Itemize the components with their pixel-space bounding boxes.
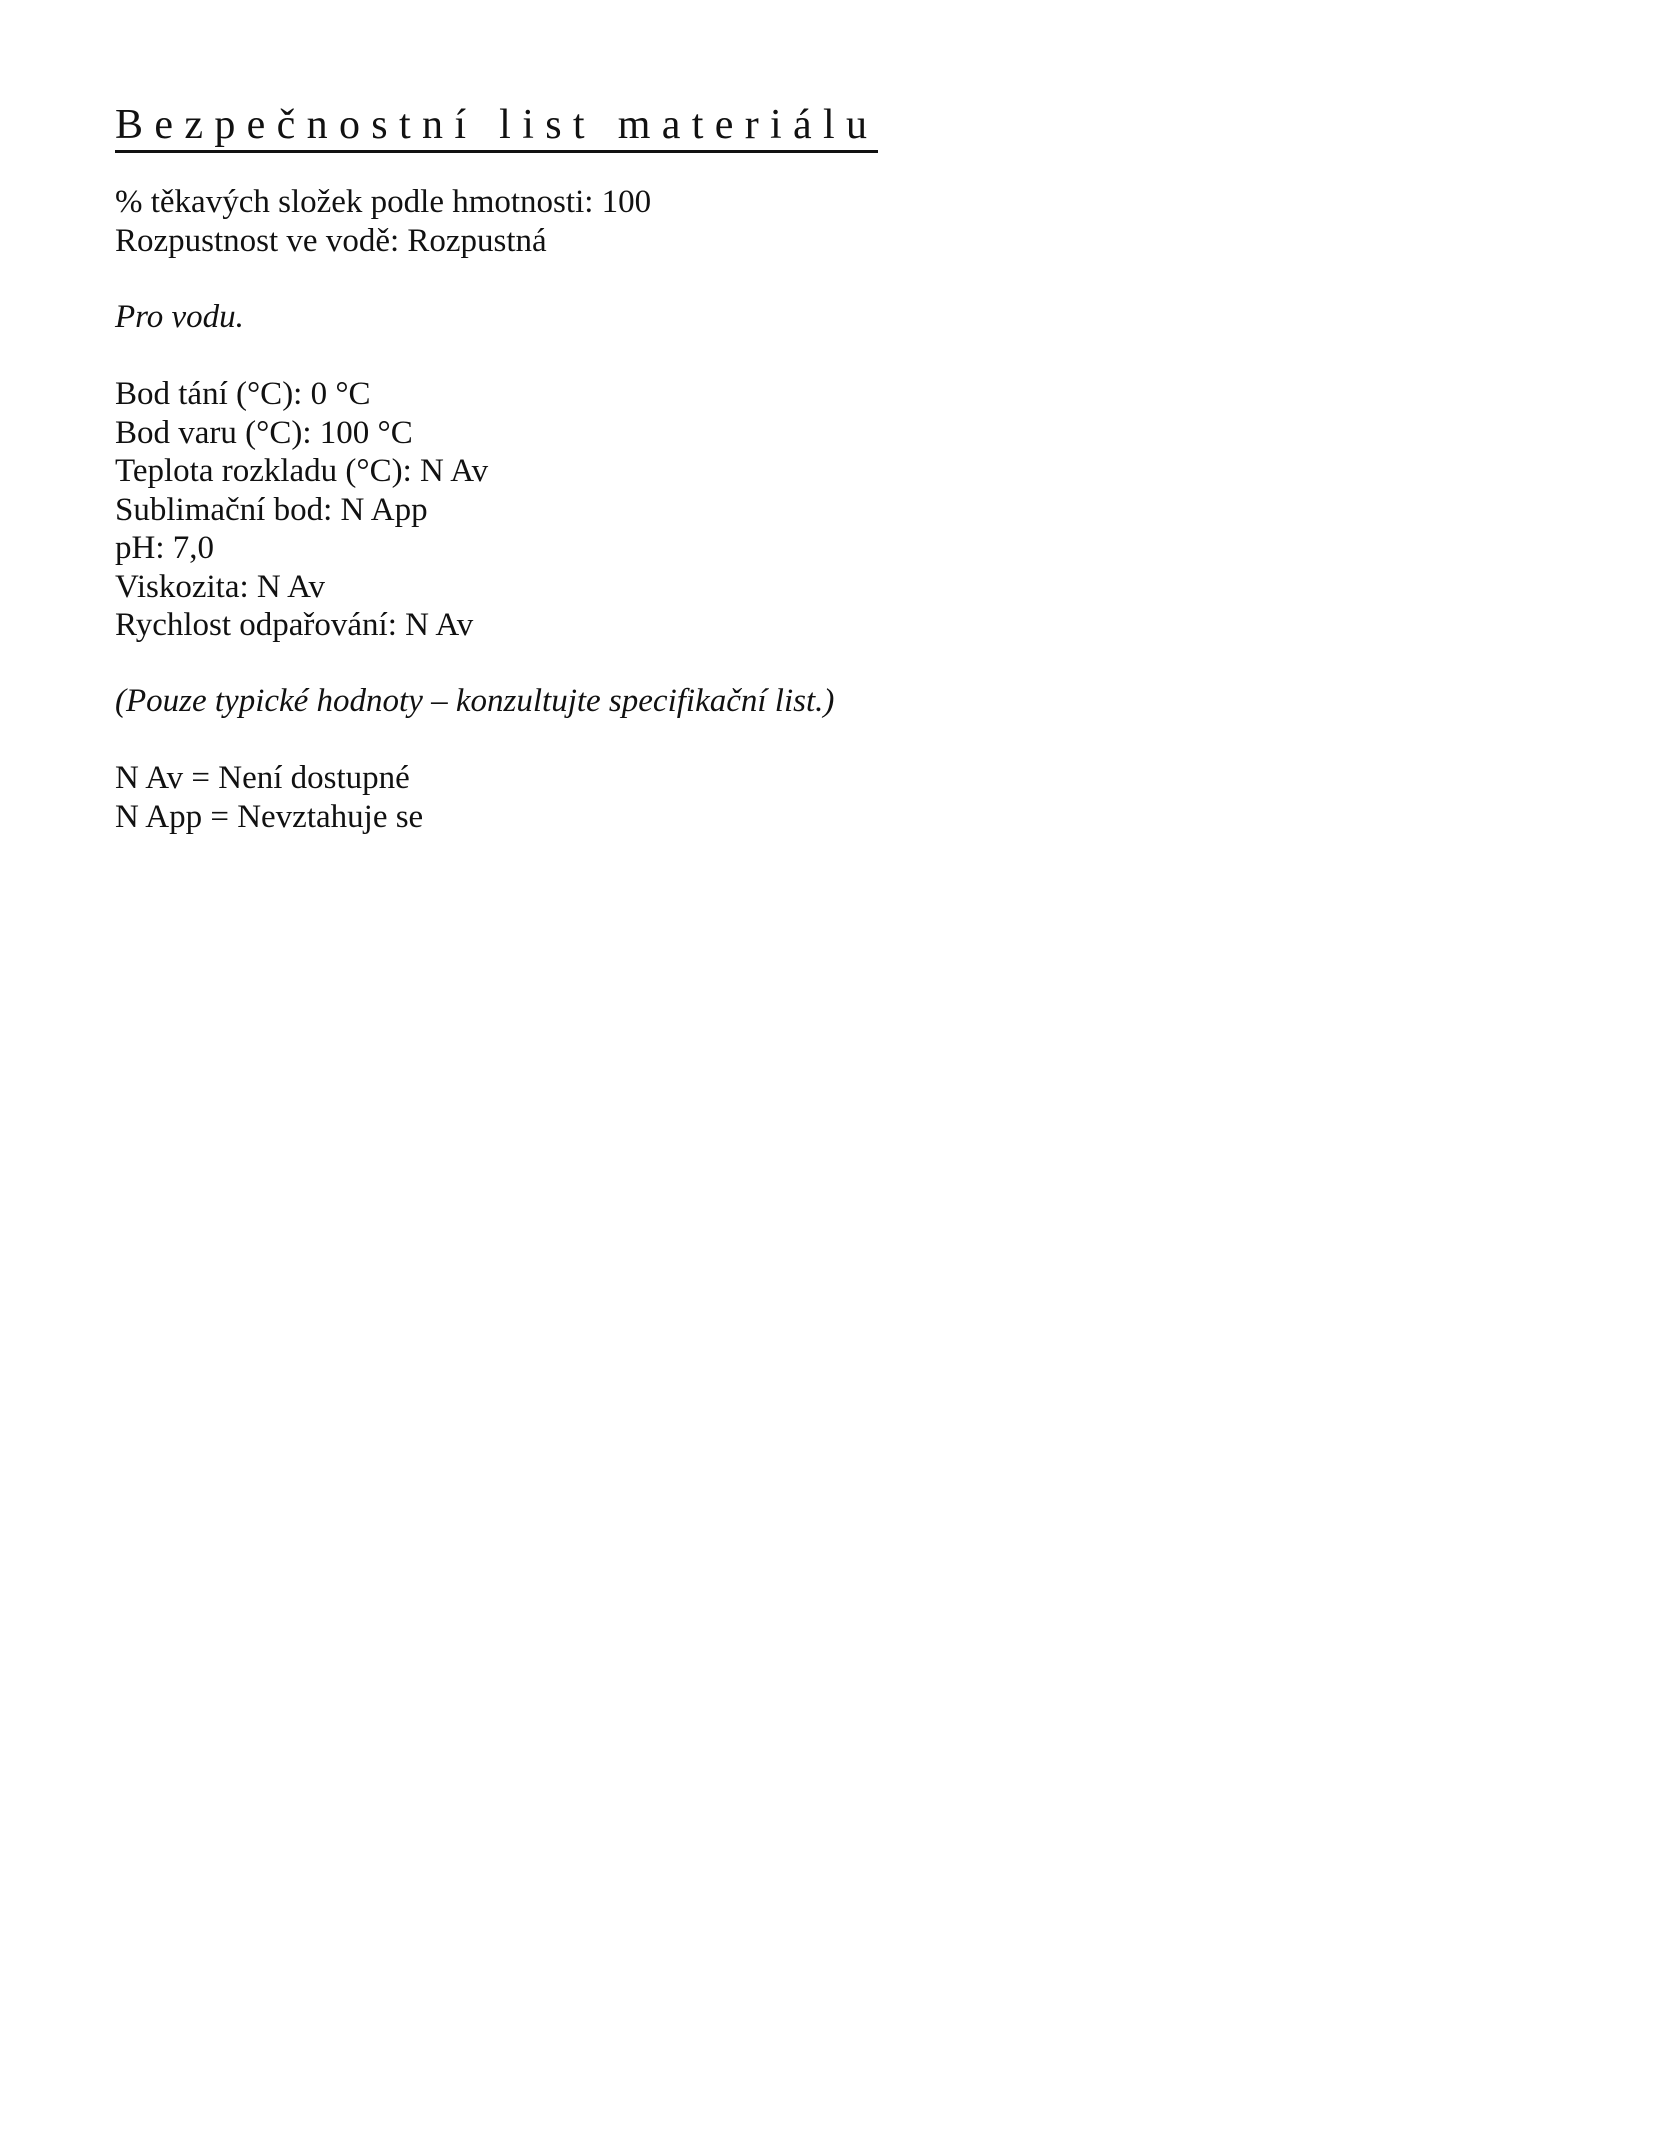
evaporation-rate-text: Rychlost odpařování: N Av (115, 607, 474, 643)
decomposition-temperature-text: Teplota rozkladu (°C): N Av (115, 453, 489, 489)
water-note (115, 298, 244, 337)
properties-main-block (115, 375, 488, 645)
abbreviation-legend (115, 759, 423, 836)
typical-values-note (115, 682, 834, 721)
water-note-text: Pro vodu. (115, 299, 244, 335)
sublimation-point-text: Sublimační bod: N App (115, 491, 428, 528)
properties-top-block (115, 183, 651, 260)
melting-point-text: Bod tání (°C): 0 °C (115, 376, 371, 412)
typical-values-note-text: (Pouze typické hodnoty – konzultujte specifikační list.) (115, 683, 835, 719)
viscosity-text: Viskozita: N Av (115, 568, 326, 605)
boiling-point-text: Bod varu (°C): 100 °C (115, 414, 413, 451)
document-title: Bezpečnostní list materiálu (115, 100, 878, 153)
legend-n-app-text: N App = Nevztahuje se (115, 798, 424, 835)
water-solubility-text: Rozpustnost ve vodě: Rozpustná (115, 222, 547, 259)
legend-n-av-text: N Av = Není dostupné (115, 760, 410, 796)
volatile-percent-text: % těkavých složek podle hmotnosti: 100 (115, 184, 652, 220)
ph-text: pH: 7,0 (115, 530, 214, 566)
